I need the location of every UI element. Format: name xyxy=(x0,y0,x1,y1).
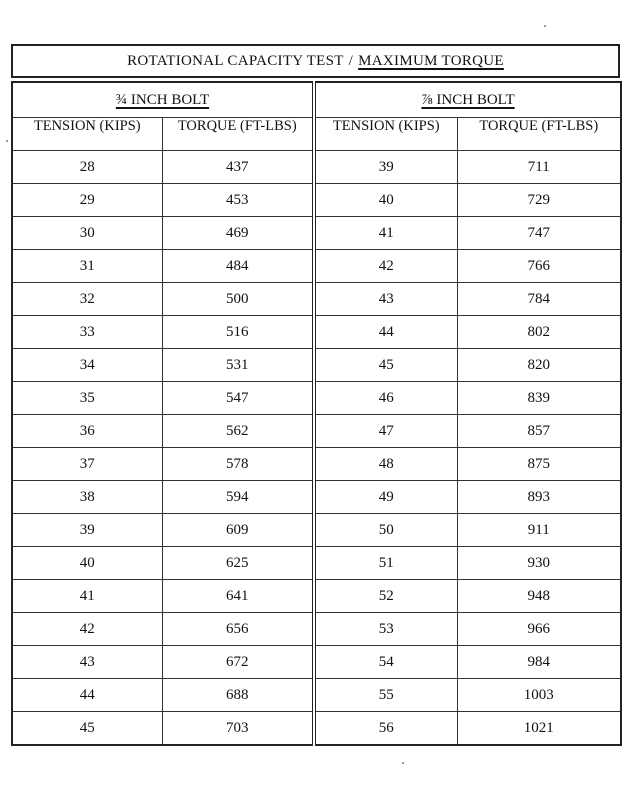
tension-cell: 44 xyxy=(12,679,162,712)
table-row xyxy=(12,217,621,250)
table-row xyxy=(12,316,621,349)
torque-cell: 766 xyxy=(457,250,621,283)
column-header-row xyxy=(12,118,621,151)
torque-cell: 747 xyxy=(457,217,621,250)
torque-cell: 893 xyxy=(457,481,621,514)
torque-cell: 578 xyxy=(162,448,314,481)
torque-cell: 672 xyxy=(162,646,314,679)
bolt-size-header-7-8 xyxy=(314,82,621,118)
tension-cell: 43 xyxy=(12,646,162,679)
tension-cell: 52 xyxy=(314,580,457,613)
tension-cell: 41 xyxy=(314,217,457,250)
table-row xyxy=(12,415,621,448)
tension-cell: 33 xyxy=(12,316,162,349)
column-header-tension: TENSION (KIPS) xyxy=(12,118,162,151)
table-row xyxy=(12,448,621,481)
tension-cell: 31 xyxy=(12,250,162,283)
torque-cell: 703 xyxy=(162,712,314,746)
tension-cell: 51 xyxy=(314,547,457,580)
tension-cell: 48 xyxy=(314,448,457,481)
table-row xyxy=(12,514,621,547)
column-header-torque: TORQUE (FT-LBS) xyxy=(457,118,621,151)
tension-cell: 40 xyxy=(12,547,162,580)
torque-cell: 594 xyxy=(162,481,314,514)
tension-cell: 41 xyxy=(12,580,162,613)
torque-cell: 531 xyxy=(162,349,314,382)
table-row xyxy=(12,679,621,712)
title-separator: / xyxy=(348,52,354,69)
bolt-size-label: ⅞ INCH BOLT xyxy=(421,91,515,108)
bolt-size-header-row xyxy=(12,82,621,118)
torque-cell: 562 xyxy=(162,415,314,448)
table-row xyxy=(12,283,621,316)
torque-cell: 469 xyxy=(162,217,314,250)
torque-cell: 930 xyxy=(457,547,621,580)
tension-cell: 45 xyxy=(314,349,457,382)
torque-cell: 948 xyxy=(457,580,621,613)
torque-cell: 516 xyxy=(162,316,314,349)
tension-cell: 55 xyxy=(314,679,457,712)
torque-cell: 1021 xyxy=(457,712,621,746)
tension-cell: 44 xyxy=(314,316,457,349)
tension-cell: 29 xyxy=(12,184,162,217)
table-title xyxy=(11,44,620,78)
table-row xyxy=(12,382,621,415)
torque-cell: 802 xyxy=(457,316,621,349)
tension-cell: 36 xyxy=(12,415,162,448)
tension-cell: 37 xyxy=(12,448,162,481)
bolt-size-header-3-4 xyxy=(12,82,314,118)
torque-cell: 641 xyxy=(162,580,314,613)
scan-speck xyxy=(402,762,404,764)
torque-cell: 875 xyxy=(457,448,621,481)
tension-cell: 43 xyxy=(314,283,457,316)
tension-cell: 40 xyxy=(314,184,457,217)
torque-cell: 839 xyxy=(457,382,621,415)
table-row xyxy=(12,613,621,646)
tension-cell: 35 xyxy=(12,382,162,415)
column-header-torque: TORQUE (FT-LBS) xyxy=(162,118,314,151)
table-row xyxy=(12,184,621,217)
torque-cell: 484 xyxy=(162,250,314,283)
table-row xyxy=(12,580,621,613)
table-body xyxy=(12,151,621,746)
tension-cell: 30 xyxy=(12,217,162,250)
torque-cell: 984 xyxy=(457,646,621,679)
table-row xyxy=(12,481,621,514)
torque-cell: 784 xyxy=(457,283,621,316)
tension-cell: 39 xyxy=(314,151,457,184)
tension-cell: 32 xyxy=(12,283,162,316)
title-part-1: ROTATIONAL CAPACITY TEST xyxy=(127,52,344,69)
tension-cell: 34 xyxy=(12,349,162,382)
tension-cell: 50 xyxy=(314,514,457,547)
torque-cell: 1003 xyxy=(457,679,621,712)
torque-cell: 688 xyxy=(162,679,314,712)
torque-cell: 820 xyxy=(457,349,621,382)
table-row xyxy=(12,712,621,746)
tension-cell: 47 xyxy=(314,415,457,448)
bolt-size-label: ¾ INCH BOLT xyxy=(115,91,210,108)
torque-cell: 857 xyxy=(457,415,621,448)
tension-cell: 38 xyxy=(12,481,162,514)
torque-cell: 453 xyxy=(162,184,314,217)
tension-cell: 53 xyxy=(314,613,457,646)
torque-cell: 911 xyxy=(457,514,621,547)
torque-cell: 966 xyxy=(457,613,621,646)
torque-cell: 437 xyxy=(162,151,314,184)
column-header-tension: TENSION (KIPS) xyxy=(314,118,457,151)
torque-table-document xyxy=(11,44,620,746)
scan-speck xyxy=(544,25,546,27)
torque-table xyxy=(11,81,622,746)
tension-cell: 45 xyxy=(12,712,162,746)
scan-speck xyxy=(6,140,8,142)
tension-cell: 56 xyxy=(314,712,457,746)
tension-cell: 39 xyxy=(12,514,162,547)
tension-cell: 42 xyxy=(314,250,457,283)
tension-cell: 42 xyxy=(12,613,162,646)
table-row xyxy=(12,250,621,283)
table-row xyxy=(12,151,621,184)
table-row xyxy=(12,547,621,580)
torque-cell: 609 xyxy=(162,514,314,547)
torque-cell: 656 xyxy=(162,613,314,646)
table-row xyxy=(12,349,621,382)
torque-cell: 729 xyxy=(457,184,621,217)
tension-cell: 49 xyxy=(314,481,457,514)
torque-cell: 500 xyxy=(162,283,314,316)
tension-cell: 28 xyxy=(12,151,162,184)
table-row xyxy=(12,646,621,679)
tension-cell: 54 xyxy=(314,646,457,679)
torque-cell: 547 xyxy=(162,382,314,415)
torque-cell: 711 xyxy=(457,151,621,184)
title-part-2: MAXIMUM TORQUE xyxy=(358,52,504,69)
torque-cell: 625 xyxy=(162,547,314,580)
tension-cell: 46 xyxy=(314,382,457,415)
